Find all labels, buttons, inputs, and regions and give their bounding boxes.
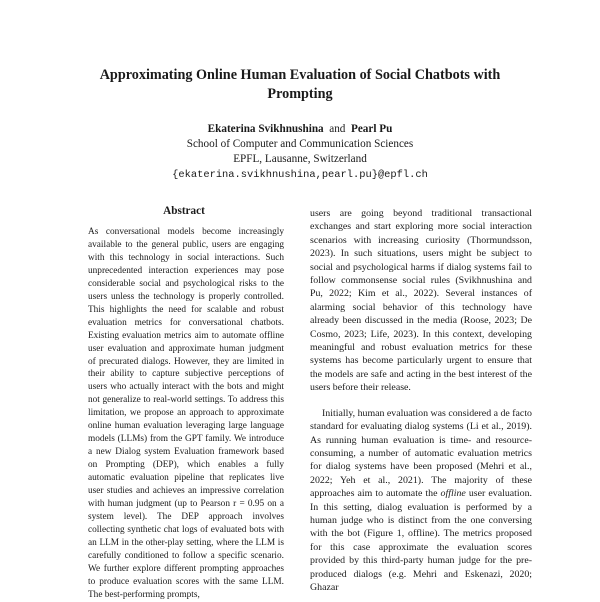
intro-paragraph-2-part-a: Initially, human evaluation was considered a de facto standard for evaluating dialog systems (Li et al., 2019). As running human evaluation is time- and resource-consuming, a number of automatic evaluation metrics for dialog systems have been proposed (Mehri et al., 2022; Yeh et al., 2021). The majority of these approaches aim to automate the [310,407,532,500]
intro-paragraph-2 [310,407,532,595]
intro-paragraph-1: users are going beyond traditional transactional exchanges and start exploring more social interaction scenarios with increasing curiosity (Thormundsson, 2023). In such situations, users might be subject to social and psychological harms if dialog systems fail to follow commonsense social rules (Svikhnushina and Pu, 2022; Kim et al., 2022). Several instances of alarming social behavior of this technology have already been discussed in the media (Roose, 2023; De Cosmo, 2023; Life, 2023). In this context, developing meaningful and robust evaluation metrics for these systems has become particularly urgent to ensure that the models are safe and acting in the best interest of the users before their release. [310,208,532,394]
right-column [310,207,532,594]
and-word: and [329,123,346,135]
author-1: Ekaterina Svikhnushina [207,123,324,135]
author-email: {ekaterina.svikhnushina,pearl.pu}@epfl.ch [172,169,428,181]
affiliation-line-1: School of Computer and Communication Sciences [186,138,414,150]
title-line-2: Prompting [267,86,333,102]
abstract-heading: Abstract [163,205,205,217]
offline-emphasis: offline [440,488,466,500]
abstract-text: As conversational models become increasingly available to the general public, users are engaging with this technology in social interactions. Such unprecedented interaction experiences may pose considerable social and psychological risks to the users unless the technology is properly controlled. This highlights the need for scalable and robust evaluation metrics for conversational chatbots. Existing evaluation metrics aim to automate offline user evaluation and approximate human judgment of precurated dialogs. However, they are limited in their ability to capture subjective perceptions of users who actually interact with the bots and might not generalize to real-world settings. To address this limitation, we propose an approach to approximate online human evaluation leveraging large language models (LLMs) from the GPT family. We introduce a new Dialog system Evaluation framework based on Prompting (DEP), which enables a fully automatic evaluation pipeline that replicates live user studies and achieves an impressive correlation with human judgment (up to Pearson r = 0.95 on a system level). The DEP approach involves collecting synthetic chat logs of evaluated bots with an LLM in the other-play setting, where the LLM is carefully conditioned to follow a specific scenario. We further explore different prompting approaches to produce evaluation scores with the same LLM. The best-performing prompts, [88,227,284,600]
abstract-column [88,226,284,602]
affiliation-line-2: EPFL, Lausanne, Switzerland [233,153,367,165]
paper-title [60,66,540,104]
author-2: Pearl Pu [350,123,393,135]
title-line-1: Approximating Online Human Evaluation of Social Chatbots with [99,67,501,83]
author-line [60,122,540,137]
intro-paragraph-2-part-b: user evaluation. In this setting, dialog evaluation is performed by a human judge who is distinct from the one conversing with the bot (Figure 1, offline). The metrics proposed for this case approximate the evaluation scores provided by this third-party human judge for the pre-produced dialogs (e.g. Mehri and Eskenazi, 2020; Ghazar [310,488,532,593]
